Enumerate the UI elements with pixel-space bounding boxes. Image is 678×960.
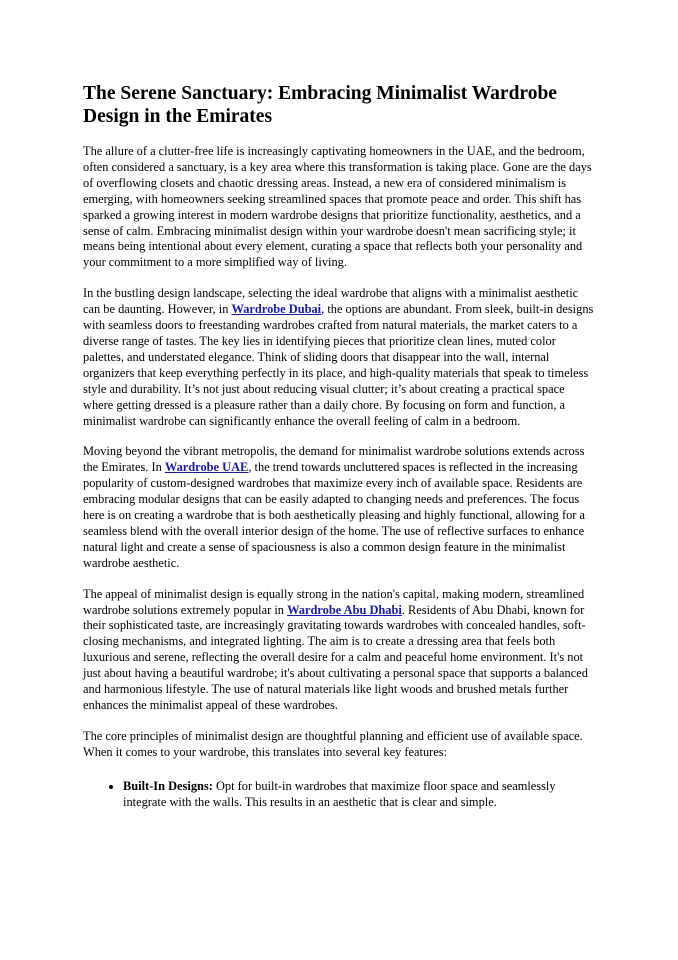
paragraph-abu-dhabi <box>83 587 595 714</box>
paragraph-abu-dhabi-text-after: . Residents of Abu Dhabi, known for their sophisticated taste, are increasingly gravitating towards wardrobes with concealed handles, soft-closing mechanisms, and integrated lighting. The aim is to create a dressing area that feels both luxurious and serene, reflecting the overall desire for a calm and peaceful home environment. It's not just about having a beautiful wardrobe; it's about cultivating a personal space that supports a balanced and harmonious lifestyle. The use of natural materials like light woods and brushed metals further enhances the minimalist appeal of these wardrobes. <box>83 602 588 712</box>
paragraph-dubai <box>83 286 595 429</box>
document-page <box>83 82 595 811</box>
article-title: The Serene Sanctuary: Embracing Minimalist Wardrobe Design in the Emirates <box>83 83 557 127</box>
feature-description: Opt for built-in wardrobes that maximize floor space and seamlessly integrate with the walls. This results in an aesthetic that is clear and simple. <box>123 778 556 809</box>
paragraph-dubai-text-after: , the options are abundant. From sleek, built-in designs with seamless doors to freestanding wardrobes crafted from natural materials, the market caters to a diverse range of tastes. The key lies in identifying pieces that prioritize clean lines, muted color palettes, and understated elegance. Think of sliding doors that disappear into the wall, internal organizers that keep everything perfectly in its place, and high-quality materials that speak to timeless style and durability. It’s not just about reducing visual clutter; it’s about creating a practical space where getting dressed is a pleasure rather than a daily chore. By focusing on form and function, a minimalist wardrobe can significantly enhance the overall feeling of calm in a bedroom. <box>83 302 594 428</box>
paragraph-uae <box>83 444 595 571</box>
paragraph-intro: The allure of a clutter-free life is increasingly captivating homeowners in the UAE, and the bedroom, often considered a sanctuary, is a key area where this transformation is taking place. Gone are the days of overflowing closets and chaotic dressing areas. Instead, a new era of considered minimalism is emerging, with homeowners seeking streamlined spaces that promote peace and order. This shift has sparked a growing interest in modern wardrobe designs that prioritize functionality, aesthetics, and a sense of calm. Embracing minimalist design within your wardrobe doesn't mean sacrificing style; it means being intentional about every element, curating a space that reflects both your personality and your commitment to a more simplified way of living. <box>83 144 592 270</box>
wardrobe-dubai-link[interactable]: Wardrobe Dubai <box>231 302 322 317</box>
paragraph-uae-text-after: , the trend towards uncluttered spaces is reflected in the increasing popularity of custom-designed wardrobes that maximize every inch of available space. Residents are embracing modular designs that can be easily adapted to changing needs and preferences. The focus here is on creating a wardrobe that is both aesthetically pleasing and highly functional, allowing for a seamless blend with the overall interior design of the home. The use of reflective surfaces to enhance natural light and create a sense of spaciousness is also a common design feature in the minimalist wardrobe aesthetic. <box>83 460 586 570</box>
wardrobe-uae-link[interactable]: Wardrobe UAE <box>164 460 249 475</box>
paragraph-principles: The core principles of minimalist design are thoughtful planning and efficient use of available space. When it comes to your wardrobe, this translates into several key features: <box>83 728 583 759</box>
feature-term: Built-In Designs: <box>123 778 213 793</box>
paragraph-uae-text-before: Moving beyond the vibrant metropolis, the demand for minimalist wardrobe solutions extends across the Emirates. In <box>83 444 585 475</box>
list-item <box>123 779 595 811</box>
wardrobe-abu-dhabi-link[interactable]: Wardrobe Abu Dhabi <box>287 602 402 617</box>
features-list <box>83 779 595 811</box>
paragraph-abu-dhabi-text-before: The appeal of minimalist design is equally strong in the nation's capital, making modern, streamlined wardrobe solutions extremely popular in <box>83 586 585 617</box>
paragraph-dubai-text-before: In the bustling design landscape, selecting the ideal wardrobe that aligns with a minimalist aesthetic can be daunting. However, in <box>83 286 579 317</box>
